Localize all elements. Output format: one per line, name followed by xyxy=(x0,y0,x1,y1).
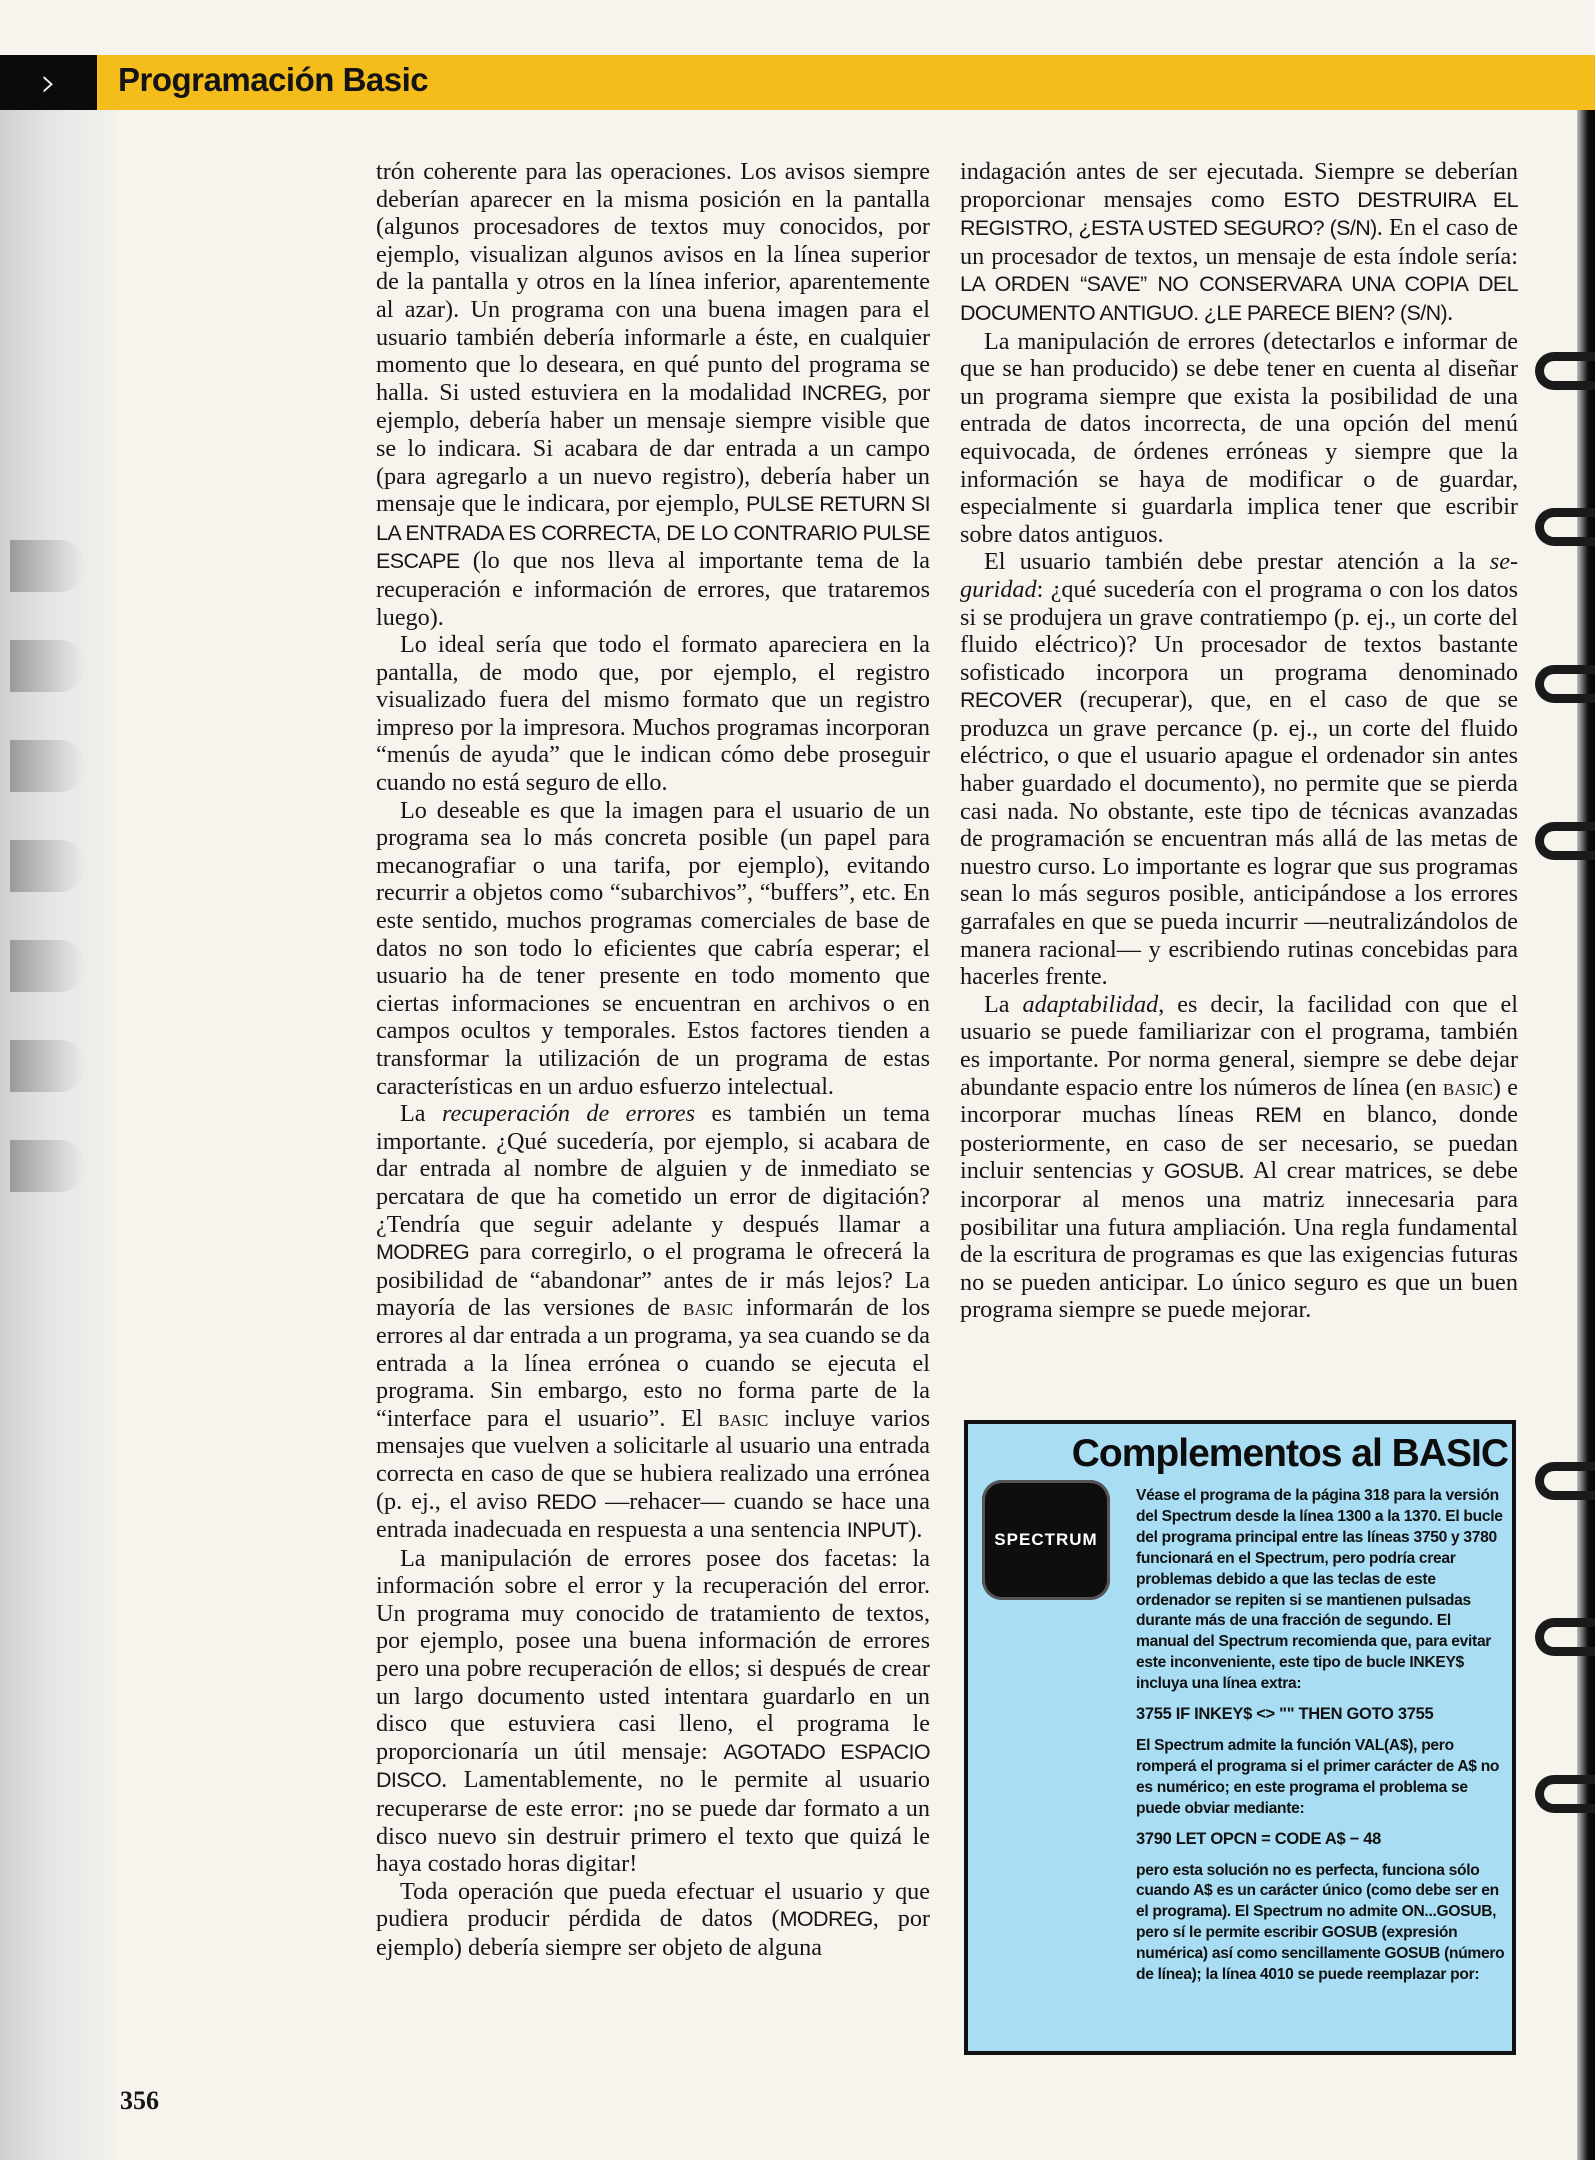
spectrum-badge xyxy=(982,1480,1110,1600)
complementos-box xyxy=(964,1420,1516,2055)
section-title: Programación Basic xyxy=(118,61,429,98)
binder-ring xyxy=(1535,1775,1595,1813)
paragraph: Lo deseable es que la imagen para el usuario de un programa sea lo más concreta posible (un papel para mecanografiar o una tarifa, por ejemplo), evitando recurrir a objetos como “subarchivos”, “buffers”, etc. En este sentido, muchos programas comerciales de base de datos no son todo lo eficientes que cabría esperar; el usuario ha de tener presente en todo momento que ciertas informaciones se encuentran en archivos o en campos ocultos y temporales. Estos factores tienden a transformar la utilización de un programa de estas características en un arduo esfuerzo intelectual. xyxy=(376,796,930,1100)
left-column xyxy=(376,158,930,1962)
binder-left-edge xyxy=(0,110,115,2160)
binder-ring xyxy=(1535,508,1595,546)
badge-label: SPECTRUM xyxy=(994,1530,1098,1549)
paragraph: Lo ideal sería que todo el formato apareciera en la pantalla, de modo que, por ejemplo, el registro visualizado fuera del mismo formato que un registro impreso por la impresora. Muchos programas incorporan “menús de ayuda” que le indican cómo debe proseguir cuando no está seguro de ello. xyxy=(376,631,930,797)
paragraph: Toda operación que pueda efectuar el usuario y que pudiera producir pérdida de datos (MODREG, por ejemplo) debería siempre ser objeto de alguna xyxy=(376,1877,930,1961)
paragraph: La manipulación de errores posee dos facetas: la información sobre el error y la recuperación del error. Un programa muy conocido de tratamiento de textos, por ejemplo, posee una buena información de errores pero una pobre recuperación de ellos; si después de crear un largo documento usted intentara guardarlo en un disco que estuviera casi lleno, el programa le proporcionaría un útil mensaje: AGOTADO ESPACIO DISCO. Lamentablemente, no le permite al usuario recuperarse de este error: ¡no se puede dar formato a un disco nuevo sin destruir primero el texto que quizá le haya costado horas digitar! xyxy=(376,1544,930,1878)
chevron-right-icon: › xyxy=(0,55,97,110)
binder-tab xyxy=(10,1040,85,1092)
binder-ring xyxy=(1535,665,1595,703)
binder-right-edge xyxy=(1577,110,1595,2160)
binder-tab xyxy=(10,540,85,592)
paragraph: La manipulación de errores (detectarlos e informar de que se han producido) se debe tener en cuenta al diseñar un programa siempre que exista la posibilidad de una entrada de datos incorrecta, de una opción del menú equivocada, de órdenes erróneas y siempre que la información se haya de modificar o de guardar, especialmente si guardarla implica tener que escribir sobre datos antiguos. xyxy=(960,327,1518,548)
paragraph: La recuperación de errores es también un tema importante. ¿Qué sucedería, por ejemplo, si acabara de dar entrada al nombre de alguien y de inmediato se percatara de que ha cometido un error de digitación? ¿Tendría que seguir adelante y después llamar a MODREG para corregirlo, o el programa le ofrecerá la posibilidad de “abandonar” antes de ir más lejos? La mayoría de las versiones de basic informarán de los errores al dar entrada a un programa, ya sea cuando se da entrada a la línea errónea o cuando se ejecuta el programa. Sin embargo, esto no forma parte de la “interface para el usuario”. El basic incluye varios mensajes que vuelven a solicitarle al usuario una entrada correcta en caso de que se hubiera realizado una errónea (p. ej., el aviso REDO —rehacer— cuando se hace una entrada inadecuada en respuesta a una sentencia INPUT). xyxy=(376,1100,930,1544)
box-paragraph: Véase el programa de la página 318 para la versión del Spectrum desde la línea 1300 a la 1370. El bucle del programa principal entre las líneas 3750 y 3780 funcionará en el Spectrum, pero podría crear problemas debido a que las teclas de este ordenador se repiten si se mantienen pulsadas durante más de una fracción de segundo. El manual del Spectrum recomienda que, para evitar este inconveniente, este tipo de bucle INKEY$ incluya una línea extra: xyxy=(1136,1487,1503,1693)
section-header xyxy=(0,55,1595,110)
page-number: 356 xyxy=(120,2086,159,2115)
binder-tab xyxy=(10,940,85,992)
binder-ring xyxy=(1535,352,1595,390)
binder-ring xyxy=(1535,1462,1595,1500)
binder-ring xyxy=(1535,1618,1595,1656)
binder-tab xyxy=(10,840,85,892)
code-line: 3755 IF INKEY$ <> "" THEN GOTO 3755 xyxy=(1136,1705,1434,1724)
paragraph: indagación antes de ser ejecutada. Siempre se deberían proporcionar mensajes como ESTO DESTRUIRA EL REGISTRO, ¿ESTA USTED SEGURO? (S/N). En el caso de un procesador de textos, un mensaje de esta índole sería: LA ORDEN “SAVE” NO CONSERVARA UNA COPIA DEL DOCUMENTO ANTIGUO. ¿LE PARECE BIEN? (S/N). xyxy=(960,158,1518,326)
box-paragraph: El Spectrum admite la función VAL(A$), pero romperá el programa si el primer carácter de A$ no es numérico; en este programa el problema se puede obviar mediante: xyxy=(1136,1736,1500,1817)
paragraph: La adaptabilidad, es decir, la facilidad con que el usuario se puede familiarizar con el programa, también es importante. Por norma general, siempre se debe dejar abundante espacio entre los números de línea (en basic) e incorporar muchas líneas REM en blanco, donde posteriormente, en caso de ser necesario, se puedan incluir sentencias y GOSUB. Al crear matrices, se debe incorporar al menos una matriz innecesaria para posibilitar una futura ampliación. Una regla fundamental de la escritura de programas es que las exigencias futuras no se pueden anticipar. Lo único seguro es que un buen programa siempre se puede mejorar. xyxy=(960,990,1518,1324)
paragraph: trón coherente para las operaciones. Los avisos siempre deberían aparecer en la misma posición en la pantalla (algunos procesadores de textos muy conocidos, por ejemplo, visualizan algunos avisos en la línea superior de la pantalla y otros en la línea inferior, aparentemente al azar). Un programa con una buena imagen para el usuario también debería informarle a éste, en cualquier momento que lo deseara, en qué punto del programa se halla. Si usted estuviera en la modalidad INCREG, por ejemplo, debería haber un mensaje siempre visible que se lo indicara. Si acabara de dar entrada a un campo (para agregarlo a un nuevo registro), debería haber un mensaje que le indicara, por ejemplo, PULSE RETURN SI LA ENTRADA ES CORRECTA, DE LO CONTRARIO PULSE ESCAPE (lo que nos lleva al importante tema de la recuperación e información de errores, que trataremos luego). xyxy=(376,158,931,631)
box-title: Complementos al BASIC xyxy=(1071,1432,1508,1475)
binder-tab xyxy=(10,1140,85,1192)
box-text xyxy=(1136,1486,1506,1995)
right-column xyxy=(960,158,1518,1324)
binder-ring xyxy=(1535,822,1595,860)
box-paragraph: pero esta solución no es perfecta, funciona sólo cuando A$ es un carácter único (como debe ser en el programa). El Spectrum no admite ON...GOSUB, pero sí le permite escribir GOSUB (expresión numérica) así como sencillamente GOSUB (número de línea); la línea 4010 se puede reemplazar por: xyxy=(1136,1861,1505,1984)
code-line: 3790 LET OPCN = CODE A$ − 48 xyxy=(1136,1829,1382,1848)
paragraph: El usuario también debe prestar atención a la seguridad: ¿qué sucedería con el programa o con los datos si se produjera un grave contratiempo (p. ej., un corte del fluido eléctrico)? Un procesador de textos bastante sofisticado incorpora un programa denominado RECOVER (recuperar), que, en el caso de que se produzca un grave percance (p. ej., un corte del fluido eléctrico, o que el usuario apague el ordenador sin antes haber guardado el documento), no permite que se pierda casi nada. No obstante, este tipo de técnicas avanzadas de programación se encuentran más allá de las metas de nuestro curso. Lo importante es lograr que sus programas sean lo más seguros posible, anticipándose a los errores garrafales en que se pueda incurrir —neutralizándolos de manera racional— y escribiendo rutinas concebidas para hacerles frente. xyxy=(960,548,1518,991)
binder-tab xyxy=(10,640,85,692)
binder-tab xyxy=(10,740,85,792)
